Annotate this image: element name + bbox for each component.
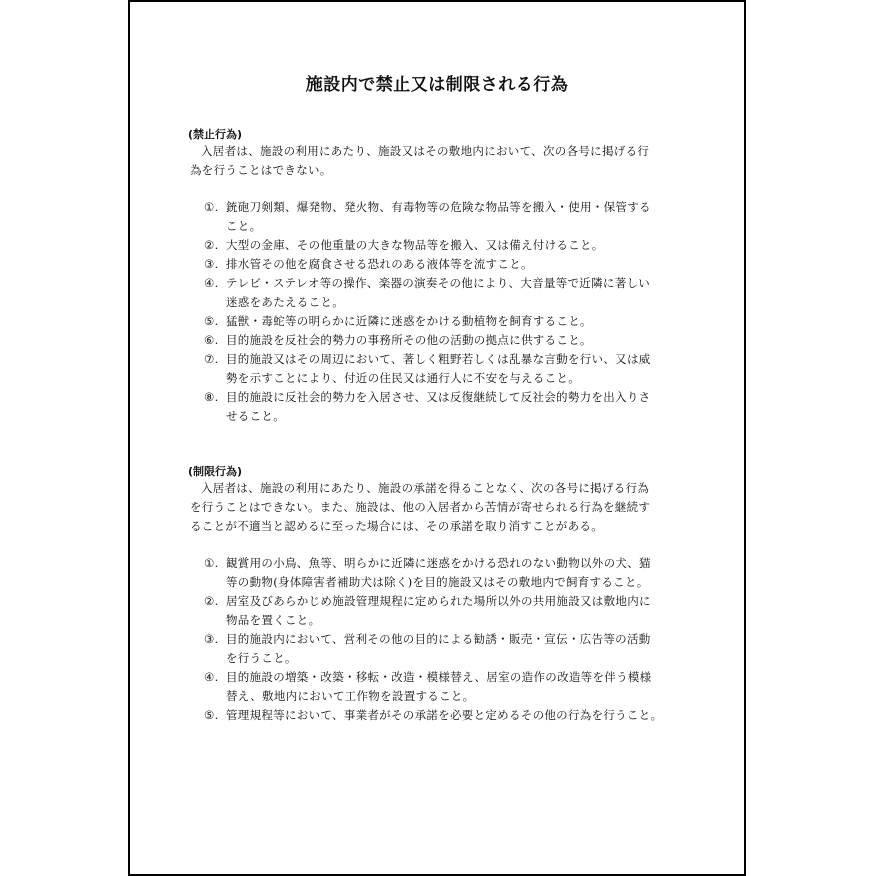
- item-number: ③.: [204, 257, 219, 271]
- item-text: 観賞用の小鳥、魚等、明らかに近隣に迷惑をかける恐れのない動物以外の犬、猫: [226, 556, 651, 570]
- list-item: [202, 350, 722, 388]
- list-item: [202, 668, 722, 706]
- item-text: 猛獣・毒蛇等の明らかに近隣に迷惑をかける動植物を飼育すること。: [226, 314, 592, 328]
- item-number: ④.: [204, 670, 219, 684]
- item-number: ⑧.: [204, 390, 219, 404]
- item-text: 銃砲刀剣類、爆発物、発火物、有毒物等の危険な物品等を搬入・使用・保管する: [226, 200, 651, 214]
- item-number: ⑦.: [204, 352, 219, 366]
- list-item: [202, 236, 722, 255]
- item-text: を行うこと。: [226, 651, 297, 665]
- item-number: ④.: [204, 276, 219, 290]
- item-text: テレビ・ステレオ等の操作、楽器の演奏その他により、大音量等で近隣に著しい: [226, 276, 651, 290]
- restricted-intro-line: を行うことはできない。また、施設は、他の入居者から苦情が寄せられる行為を継続す: [190, 500, 651, 514]
- item-text: 等の動物(身体障害者補助犬は除く)を目的施設又はその敷地内で飼育すること。: [226, 575, 649, 589]
- list-item: [202, 706, 722, 725]
- restricted-intro-line: 入居者は、施設の利用にあたり、施設の承諾を得ることなく、次の各号に掲げる行為: [201, 481, 650, 495]
- item-text: 勢を示すことにより、付近の住民又は通行人に不安を与えること。: [226, 371, 580, 385]
- item-number: ②.: [204, 594, 219, 608]
- item-text: 物品を置くこと。: [226, 613, 321, 627]
- item-number: ⑤.: [204, 314, 219, 328]
- list-item: [202, 630, 722, 668]
- item-text: 目的施設に反社会的勢力を入居させ、又は反復継続して反社会的勢力を出入りさ: [226, 390, 651, 404]
- list-item: [202, 198, 722, 236]
- item-text: せること。: [226, 409, 285, 423]
- item-text: 目的施設又はその周辺において、著しく粗野若しくは乱暴な言動を行い、又は威: [226, 352, 651, 366]
- item-text: 目的施設内において、営利その他の目的による勧誘・販売・宣伝・広告等の活動: [226, 632, 651, 646]
- item-number: ①.: [204, 556, 219, 570]
- item-text: こと。: [226, 219, 262, 233]
- prohibited-list: [202, 198, 722, 426]
- item-text: 排水管その他を腐食させる恐れのある液体等を流すこと。: [226, 257, 533, 271]
- prohibited-intro-line: 入居者は、施設の利用にあたり、施設又はその敷地内において、次の各号に掲げる行: [201, 144, 650, 158]
- document-page: [128, 0, 746, 876]
- item-text: 目的施設の増築・改築・移転・改造・模様替え、居室の造作の改造等を伴う模様: [226, 670, 652, 684]
- item-text: 目的施設を反社会的勢力の事務所その他の活動の拠点に供すること。: [226, 333, 592, 347]
- list-item: [202, 554, 722, 592]
- item-text: 管理規程等において、事業者がその承諾を必要と定めるその他の行為を行うこと。: [226, 708, 663, 722]
- document-title: 施設内で禁止又は制限される行為: [305, 75, 569, 95]
- item-number: ⑤.: [204, 708, 219, 722]
- restricted-intro: [190, 479, 650, 536]
- item-text: 替え、敷地内において工作物を設置すること。: [226, 689, 475, 703]
- item-number: ③.: [204, 632, 219, 646]
- list-item: [202, 274, 722, 312]
- item-number: ⑥.: [204, 333, 219, 347]
- prohibited-intro: [190, 142, 649, 180]
- item-text: 大型の金庫、その他重量の大きな物品等を搬入、又は備え付けること。: [226, 238, 604, 252]
- item-number: ①.: [204, 200, 219, 214]
- item-text: 居室及びあらかじめ施設管理規程に定められた場所以外の共用施設又は敷地内に: [226, 594, 651, 608]
- list-item: [202, 388, 722, 426]
- list-item: [202, 312, 722, 331]
- item-text: 迷惑をあたえること。: [226, 295, 344, 309]
- list-item: [202, 592, 722, 630]
- restricted-list: [202, 554, 722, 725]
- item-number: ②.: [204, 238, 219, 252]
- restricted-intro-line: ることが不適当と認めるに至った場合には、その承諾を取り消すことがある。: [190, 519, 603, 533]
- list-item: [202, 331, 722, 350]
- restricted-heading: (制限行為): [188, 465, 243, 478]
- prohibited-intro-line: 為を行うことはできない。: [190, 163, 332, 177]
- list-item: [202, 255, 722, 274]
- prohibited-heading: (禁止行為): [188, 128, 243, 141]
